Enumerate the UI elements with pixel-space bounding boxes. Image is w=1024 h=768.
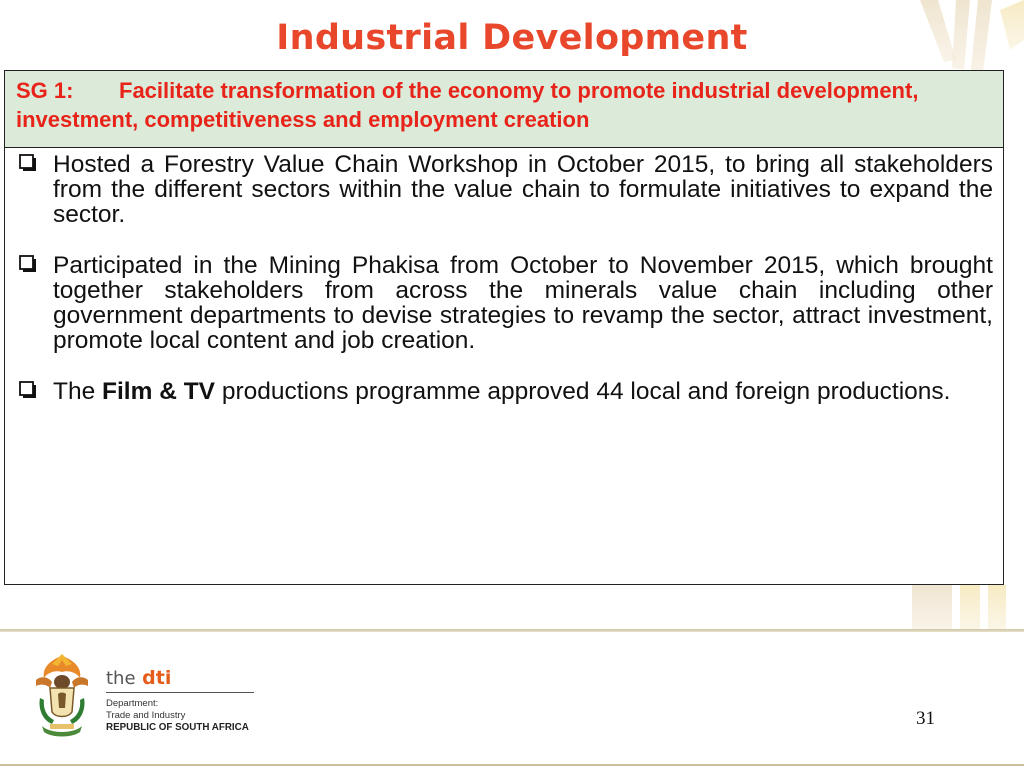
bullet-text-before: The bbox=[53, 378, 103, 405]
list-item bbox=[15, 379, 993, 404]
department-line-1: Department: bbox=[106, 698, 159, 709]
logo-the: the bbox=[106, 668, 136, 689]
strategic-goal-header bbox=[5, 71, 1003, 148]
checkbox-bullet-icon bbox=[19, 381, 37, 399]
list-item bbox=[15, 152, 993, 227]
dti-logo bbox=[106, 667, 266, 734]
bottom-border bbox=[0, 764, 1024, 766]
footer-divider bbox=[0, 629, 1024, 632]
checkbox-bullet-icon bbox=[19, 154, 37, 172]
list-item bbox=[15, 253, 993, 353]
checkbox-bullet-icon bbox=[19, 255, 37, 273]
goal-text: Facilitate transformation of the economy to promote industrial development, investment, competitiveness and employment creation bbox=[16, 78, 919, 132]
page-title: Industrial Development bbox=[276, 18, 748, 58]
logo-divider bbox=[106, 692, 254, 693]
content-box bbox=[4, 70, 1004, 585]
coat-of-arms-icon bbox=[30, 654, 94, 740]
goal-code: SG 1: bbox=[16, 78, 74, 103]
dti-wordmark bbox=[106, 667, 266, 690]
page-number: 31 bbox=[916, 708, 935, 729]
department-line-2: Trade and Industry bbox=[106, 710, 186, 721]
bullet-text-bold: Film & TV bbox=[102, 378, 216, 405]
department-line-3: REPUBLIC OF SOUTH AFRICA bbox=[106, 722, 249, 733]
logo-dti: dti bbox=[142, 667, 172, 689]
bullet-text: Hosted a Forestry Value Chain Workshop in October 2015, to bring all stakeholders from the different sectors within the value chain to formulate initiatives to expand the sector. bbox=[53, 151, 993, 228]
bullet-text: Participated in the Mining Phakisa from October to November 2015, which brought together stakeholders from across the minerals value chain including other government departments to devise strategies to revamp the sector, attract investment, promote local content and job creation. bbox=[53, 252, 993, 354]
bullet-text-after: productions programme approved 44 local and foreign productions. bbox=[215, 378, 951, 405]
bullet-list bbox=[5, 148, 1003, 404]
